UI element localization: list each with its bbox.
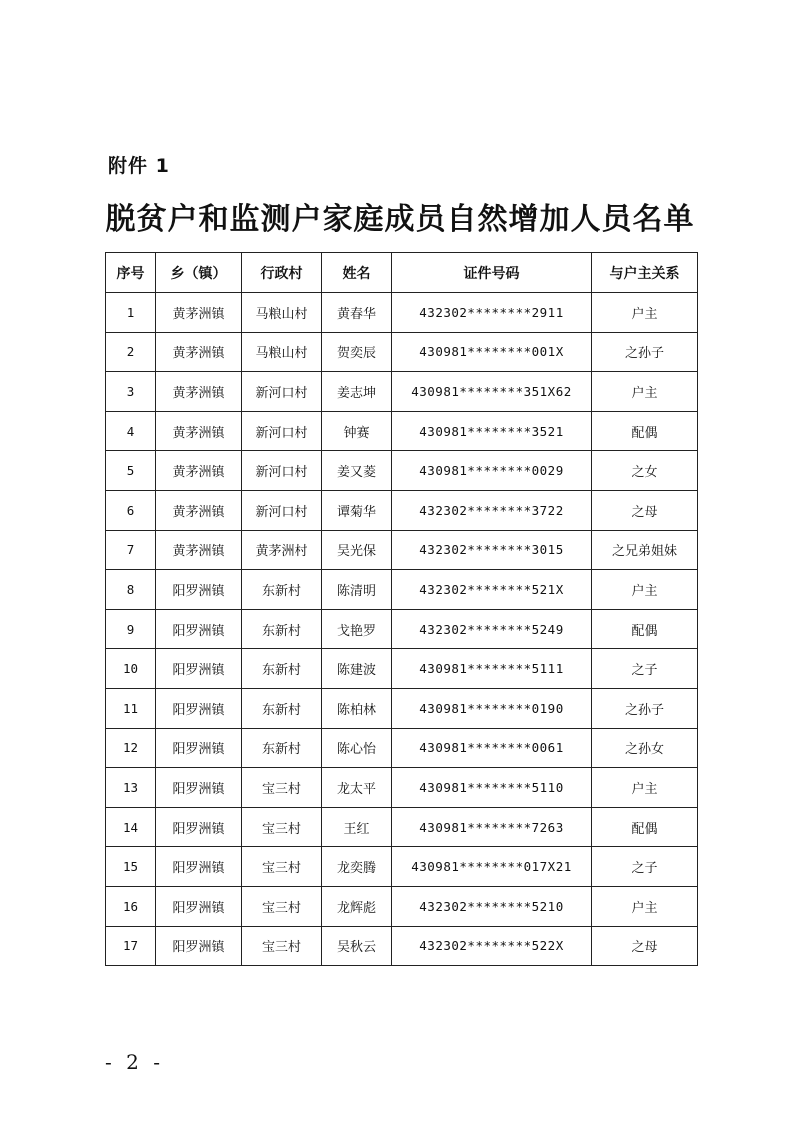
table-row xyxy=(106,768,698,808)
cell-name: 龙奕腾 xyxy=(322,847,392,887)
cell-serial-number: 1 xyxy=(106,293,156,333)
cell-village: 新河口村 xyxy=(242,411,322,451)
cell-serial-number: 9 xyxy=(106,609,156,649)
cell-id-number: 430981********5111 xyxy=(392,649,592,689)
cell-name: 陈柏林 xyxy=(322,688,392,728)
cell-village: 东新村 xyxy=(242,649,322,689)
table-row xyxy=(106,411,698,451)
cell-village: 东新村 xyxy=(242,570,322,610)
cell-township: 阳罗洲镇 xyxy=(156,768,242,808)
header-name: 姓名 xyxy=(322,253,392,293)
table-row xyxy=(106,688,698,728)
cell-name: 姜志坤 xyxy=(322,372,392,412)
cell-village: 东新村 xyxy=(242,609,322,649)
cell-village: 宝三村 xyxy=(242,847,322,887)
table-row xyxy=(106,490,698,530)
cell-id-number: 430981********7263 xyxy=(392,807,592,847)
cell-village: 宝三村 xyxy=(242,807,322,847)
cell-name: 谭菊华 xyxy=(322,490,392,530)
cell-serial-number: 4 xyxy=(106,411,156,451)
cell-serial-number: 7 xyxy=(106,530,156,570)
cell-serial-number: 16 xyxy=(106,886,156,926)
cell-village: 马粮山村 xyxy=(242,332,322,372)
table-body xyxy=(106,293,698,966)
cell-name: 龙辉彪 xyxy=(322,886,392,926)
header-serial-number: 序号 xyxy=(106,253,156,293)
cell-name: 戈艳罗 xyxy=(322,609,392,649)
table-row xyxy=(106,332,698,372)
table-row xyxy=(106,293,698,333)
header-id-number: 证件号码 xyxy=(392,253,592,293)
cell-village: 黄茅洲村 xyxy=(242,530,322,570)
attachment-label: 附件 1 xyxy=(108,155,170,177)
cell-township: 黄茅洲镇 xyxy=(156,332,242,372)
cell-id-number: 430981********351X62 xyxy=(392,372,592,412)
cell-township: 黄茅洲镇 xyxy=(156,451,242,491)
cell-id-number: 432302********522X xyxy=(392,926,592,966)
cell-township: 阳罗洲镇 xyxy=(156,609,242,649)
cell-serial-number: 11 xyxy=(106,688,156,728)
cell-id-number: 432302********3015 xyxy=(392,530,592,570)
cell-relationship: 配偶 xyxy=(592,807,698,847)
cell-township: 黄茅洲镇 xyxy=(156,530,242,570)
header-village: 行政村 xyxy=(242,253,322,293)
cell-serial-number: 5 xyxy=(106,451,156,491)
cell-serial-number: 17 xyxy=(106,926,156,966)
cell-relationship: 配偶 xyxy=(592,411,698,451)
cell-township: 黄茅洲镇 xyxy=(156,372,242,412)
cell-serial-number: 13 xyxy=(106,768,156,808)
cell-serial-number: 10 xyxy=(106,649,156,689)
cell-id-number: 430981********017X21 xyxy=(392,847,592,887)
document-title: 脱贫户和监测户家庭成员自然增加人员名单 xyxy=(105,202,695,237)
cell-township: 阳罗洲镇 xyxy=(156,728,242,768)
cell-name: 黄春华 xyxy=(322,293,392,333)
cell-village: 东新村 xyxy=(242,688,322,728)
cell-id-number: 430981********001X xyxy=(392,332,592,372)
table-row xyxy=(106,530,698,570)
cell-township: 黄茅洲镇 xyxy=(156,293,242,333)
cell-relationship: 之女 xyxy=(592,451,698,491)
cell-relationship: 户主 xyxy=(592,570,698,610)
cell-township: 阳罗洲镇 xyxy=(156,807,242,847)
table-row xyxy=(106,609,698,649)
cell-name: 陈清明 xyxy=(322,570,392,610)
cell-relationship: 户主 xyxy=(592,768,698,808)
cell-township: 阳罗洲镇 xyxy=(156,926,242,966)
page-number: - 2 - xyxy=(105,1050,164,1074)
cell-village: 马粮山村 xyxy=(242,293,322,333)
cell-relationship: 之子 xyxy=(592,847,698,887)
cell-id-number: 432302********5210 xyxy=(392,886,592,926)
cell-serial-number: 12 xyxy=(106,728,156,768)
cell-township: 黄茅洲镇 xyxy=(156,411,242,451)
cell-serial-number: 14 xyxy=(106,807,156,847)
cell-name: 吴秋云 xyxy=(322,926,392,966)
cell-relationship: 之孙子 xyxy=(592,332,698,372)
cell-name: 王红 xyxy=(322,807,392,847)
cell-serial-number: 3 xyxy=(106,372,156,412)
cell-serial-number: 15 xyxy=(106,847,156,887)
cell-relationship: 配偶 xyxy=(592,609,698,649)
cell-id-number: 430981********0190 xyxy=(392,688,592,728)
cell-township: 阳罗洲镇 xyxy=(156,570,242,610)
cell-relationship: 之孙女 xyxy=(592,728,698,768)
cell-relationship: 之子 xyxy=(592,649,698,689)
table-row xyxy=(106,807,698,847)
cell-name: 陈建波 xyxy=(322,649,392,689)
table-row xyxy=(106,451,698,491)
cell-id-number: 430981********3521 xyxy=(392,411,592,451)
cell-name: 龙太平 xyxy=(322,768,392,808)
cell-id-number: 430981********0061 xyxy=(392,728,592,768)
cell-relationship: 之母 xyxy=(592,926,698,966)
cell-village: 东新村 xyxy=(242,728,322,768)
cell-township: 阳罗洲镇 xyxy=(156,886,242,926)
table-row xyxy=(106,570,698,610)
cell-name: 陈心怡 xyxy=(322,728,392,768)
cell-serial-number: 2 xyxy=(106,332,156,372)
cell-name: 贺奕辰 xyxy=(322,332,392,372)
cell-village: 新河口村 xyxy=(242,372,322,412)
header-township: 乡（镇） xyxy=(156,253,242,293)
table-header-row xyxy=(106,253,698,293)
cell-relationship: 之母 xyxy=(592,490,698,530)
cell-id-number: 432302********3722 xyxy=(392,490,592,530)
cell-name: 吴光保 xyxy=(322,530,392,570)
table-row xyxy=(106,728,698,768)
cell-township: 阳罗洲镇 xyxy=(156,847,242,887)
cell-relationship: 户主 xyxy=(592,886,698,926)
table-row xyxy=(106,649,698,689)
cell-serial-number: 8 xyxy=(106,570,156,610)
cell-id-number: 432302********5249 xyxy=(392,609,592,649)
cell-township: 黄茅洲镇 xyxy=(156,490,242,530)
header-relationship: 与户主关系 xyxy=(592,253,698,293)
cell-id-number: 430981********0029 xyxy=(392,451,592,491)
cell-village: 宝三村 xyxy=(242,886,322,926)
cell-village: 新河口村 xyxy=(242,451,322,491)
table-row xyxy=(106,886,698,926)
table-row xyxy=(106,926,698,966)
cell-relationship: 之孙子 xyxy=(592,688,698,728)
cell-village: 宝三村 xyxy=(242,768,322,808)
cell-name: 姜又菱 xyxy=(322,451,392,491)
table-row xyxy=(106,847,698,887)
cell-township: 阳罗洲镇 xyxy=(156,649,242,689)
cell-village: 新河口村 xyxy=(242,490,322,530)
cell-serial-number: 6 xyxy=(106,490,156,530)
cell-relationship: 之兄弟姐妹 xyxy=(592,530,698,570)
cell-id-number: 432302********521X xyxy=(392,570,592,610)
cell-name: 钟赛 xyxy=(322,411,392,451)
cell-relationship: 户主 xyxy=(592,293,698,333)
cell-township: 阳罗洲镇 xyxy=(156,688,242,728)
cell-relationship: 户主 xyxy=(592,372,698,412)
cell-village: 宝三村 xyxy=(242,926,322,966)
cell-id-number: 432302********2911 xyxy=(392,293,592,333)
member-roster-table xyxy=(105,252,698,966)
cell-id-number: 430981********5110 xyxy=(392,768,592,808)
table-row xyxy=(106,372,698,412)
